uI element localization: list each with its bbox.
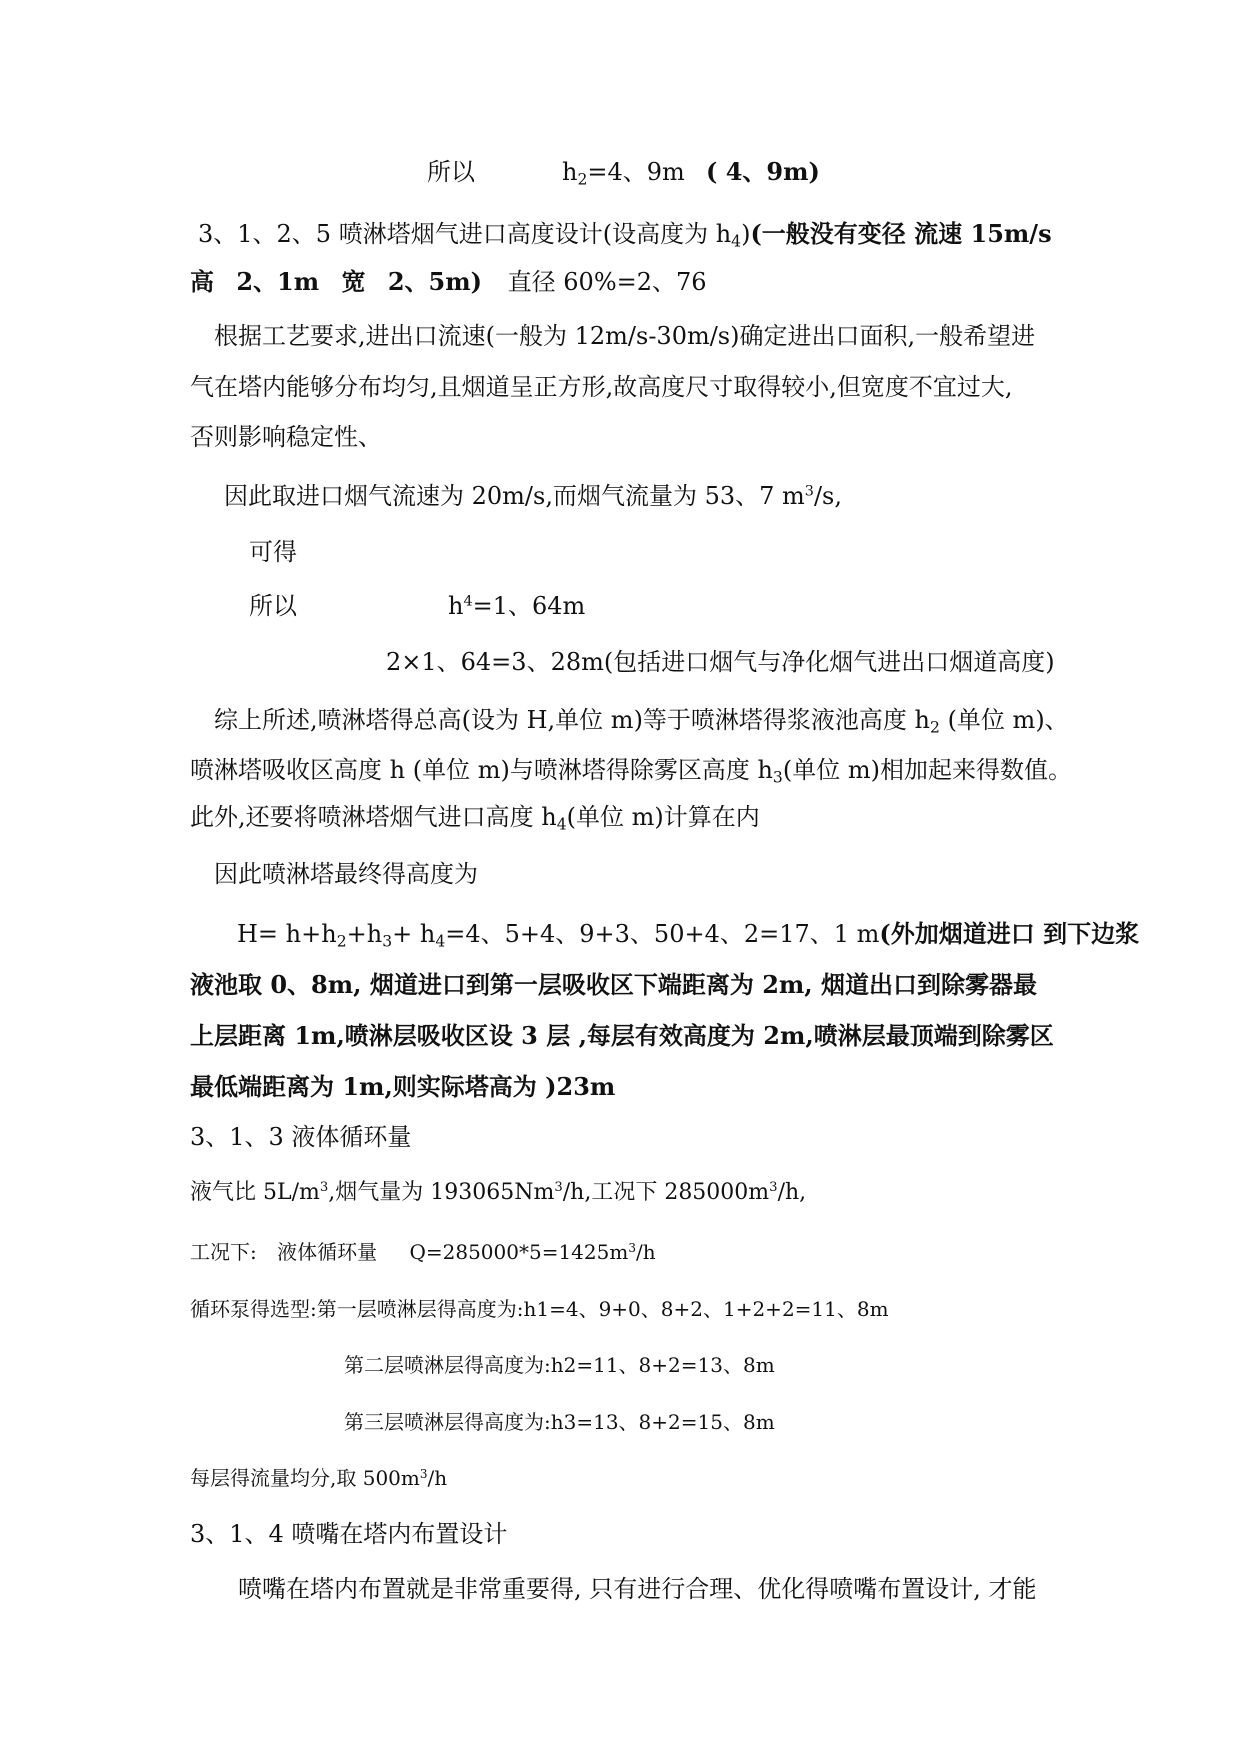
bold-paragraph-line: 上层距离 1m,喷淋层吸收区设 3 层 ,每层有效高度为 2m,喷淋层最顶端到除雾区 (190, 1021, 1054, 1050)
line-inlet-speed (224, 482, 842, 511)
paragraph-line: 喷嘴在塔内布置就是非常重要得, 只有进行合理、优化得喷嘴布置设计, 才能 (238, 1575, 1037, 1603)
subscript: 4 (435, 932, 446, 951)
superscript: 3 (419, 1466, 428, 1481)
text: 喷淋塔吸收区高度 h (单位 m)与喷淋塔得除雾区高度 h (190, 756, 773, 784)
text: 工况下: (190, 1240, 257, 1264)
text: ) (741, 220, 751, 248)
line-pump-layer1: 循环泵得选型:第一层喷淋层得高度为:h1=4、9+0、8+2、1+2+2=11、8m (190, 1297, 889, 1321)
text: /h,工况下 285000m (562, 1180, 770, 1205)
text: h (448, 592, 464, 620)
text: + h (392, 920, 436, 948)
text: =4、9m (587, 158, 685, 186)
text: 综上所述,喷淋塔得总高(设为 H,单位 m)等于喷淋塔得浆液池高度 h (214, 706, 931, 734)
formula (448, 592, 585, 621)
subscript: 2 (577, 170, 588, 189)
text: /h (427, 1466, 448, 1490)
text: 3、1、2、5 喷淋塔烟气进口高度设计(设高度为 h (198, 220, 732, 248)
subscript: 3 (382, 932, 393, 951)
formula (409, 1240, 655, 1264)
formula-total-height (237, 920, 1139, 951)
line-liquid-gas-ratio (190, 1180, 806, 1206)
superscript: 3 (804, 483, 814, 500)
superscript: 3 (554, 1180, 563, 1196)
text: /s, (813, 482, 842, 510)
bold-paragraph-line: 最低端距离为 1m,则实际塔高为 )23m (190, 1072, 616, 1101)
subscript: 2 (336, 932, 347, 951)
text: (单位 m)、 (939, 706, 1069, 734)
line-pump-layer2: 第二层喷淋层得高度为:h2=11、8+2=13、8m (344, 1353, 775, 1377)
subscript: 2 (930, 718, 940, 737)
text: (单位 m)相加起来得数值。 (782, 756, 1072, 784)
line-pump-layer3: 第三层喷淋层得高度为:h3=13、8+2=15、8m (344, 1410, 775, 1434)
paragraph-line (190, 756, 1072, 787)
line-section-3125 (198, 220, 1052, 251)
line-double-height: 2×1、64=3、28m(包括进口烟气与净化烟气进出口烟道高度) (386, 648, 1055, 676)
paragraph-line (190, 803, 760, 834)
text: /h (635, 1240, 656, 1264)
subscript: 4 (731, 232, 742, 251)
bold-text: (一般没有变径 流速 15m/s (750, 219, 1052, 248)
text: h (562, 158, 578, 186)
superscript: 3 (628, 1240, 636, 1255)
paragraph-line: 根据工艺要求,进出口流速(一般为 12m/s-30m/s)确定进出口面积,一般希望进 (214, 322, 1036, 350)
section-heading-314: 3、1、4 喷嘴在塔内布置设计 (190, 1520, 508, 1548)
paragraph-line: 气在塔内能够分布均匀,且烟道呈正方形,故高度尺寸取得较小,但宽度不宜过大, (190, 373, 1013, 401)
text: 直径 60%=2、76 (507, 268, 707, 296)
text: Q=285000*5=1425m (409, 1240, 629, 1264)
line-height-width (190, 268, 707, 297)
line-circulation-flow (190, 1240, 656, 1264)
subscript: 4 (556, 815, 567, 834)
text: 液气比 5L/m (190, 1180, 320, 1205)
paragraph-line: 否则影响稳定性、 (190, 423, 382, 451)
text: 所以 (427, 158, 475, 186)
bold-paragraph-line: 液池取 0、8m, 烟道进口到第一层吸收区下端距离为 2m, 烟道出口到除雾器最 (190, 970, 1038, 999)
line-kede: 可得 (249, 538, 297, 566)
superscript: 3 (319, 1180, 329, 1196)
text: =4、5+4、9+3、50+4、2=17、1 m (445, 920, 880, 948)
line-per-layer-flow (190, 1466, 447, 1490)
text: 所以 (249, 592, 297, 620)
text: +h (346, 920, 383, 948)
subscript: 3 (772, 768, 783, 787)
text: 液体循环量 (277, 1240, 378, 1264)
text: 因此取进口烟气流速为 20m/s,而烟气流量为 53、7 m (224, 482, 805, 510)
superscript: 4 (463, 593, 473, 610)
text: =1、64m (472, 592, 586, 620)
bold-text: (外加烟道进口 到下边浆 (879, 919, 1140, 948)
text: ,烟气量为 193065Nm (328, 1180, 555, 1205)
text: 每层得流量均分,取 500m (190, 1466, 420, 1490)
text: 此外,还要将喷淋塔烟气进口高度 h (190, 803, 557, 831)
text: (单位 m)计算在内 (566, 803, 760, 831)
paragraph-line (214, 706, 1069, 737)
paragraph-line: 因此喷淋塔最终得高度为 (214, 860, 478, 888)
bold-text: ( 4、9m) (706, 157, 820, 186)
superscript: 3 (769, 1180, 778, 1196)
text: /h, (777, 1180, 807, 1205)
formula (562, 158, 685, 189)
text: H= h+h (237, 920, 337, 948)
section-heading-313: 3、1、3 液体循环量 (190, 1123, 412, 1151)
bold-text: 高 2、1m 宽 2、5m) (190, 267, 483, 296)
